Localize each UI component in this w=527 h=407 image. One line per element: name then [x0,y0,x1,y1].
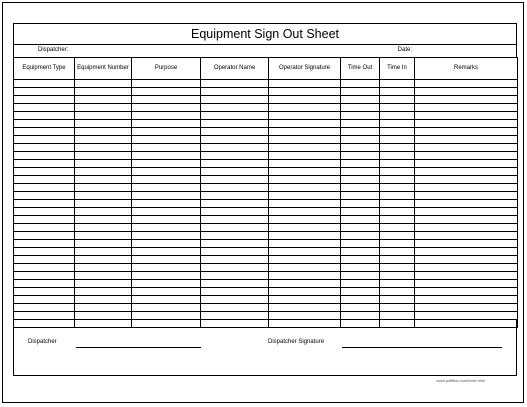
table-cell[interactable] [201,144,269,152]
table-row [14,288,518,296]
table-cell[interactable] [75,232,132,240]
table-cell[interactable] [380,264,415,272]
table-cell[interactable] [415,304,518,312]
table-header-row [14,58,518,80]
table-cell[interactable] [269,176,341,184]
table-cell[interactable] [380,112,415,120]
table-cell[interactable] [132,312,201,320]
table-cell[interactable] [415,88,518,96]
table-cell[interactable] [201,192,269,200]
col-remarks: Remarks [415,58,518,80]
table-cell[interactable] [341,248,380,256]
table-cell[interactable] [415,160,518,168]
table-cell[interactable] [14,112,75,120]
table-cell[interactable] [341,296,380,304]
table-row [14,112,518,120]
table-cell[interactable] [380,296,415,304]
table-cell[interactable] [14,264,75,272]
sign-out-sheet [2,2,524,403]
table-cell[interactable] [75,264,132,272]
table-cell[interactable] [380,304,415,312]
table-cell[interactable] [380,104,415,112]
table-cell[interactable] [14,216,75,224]
table-cell[interactable] [132,272,201,280]
table-cell[interactable] [380,216,415,224]
signature-footer [13,320,517,376]
table-cell[interactable] [415,272,518,280]
table-cell[interactable] [75,240,132,248]
table-cell[interactable] [14,192,75,200]
col-equipment-number: Equipment Number [75,58,132,80]
table-cell[interactable] [341,312,380,320]
table-cell[interactable] [132,208,201,216]
table-cell[interactable] [269,144,341,152]
table-cell[interactable] [341,272,380,280]
table-cell[interactable] [415,80,518,88]
table-cell[interactable] [201,120,269,128]
table-cell[interactable] [269,104,341,112]
table-cell[interactable] [415,208,518,216]
table-row [14,200,518,208]
table-cell[interactable] [14,168,75,176]
table-cell[interactable] [75,80,132,88]
table-row [14,224,518,232]
table-row [14,216,518,224]
table-cell[interactable] [269,112,341,120]
table-row [14,184,518,192]
table-cell[interactable] [75,288,132,296]
table-row [14,168,518,176]
table-cell[interactable] [269,264,341,272]
table-cell[interactable] [201,264,269,272]
table-cell[interactable] [132,136,201,144]
table-cell[interactable] [341,184,380,192]
table-cell[interactable] [415,280,518,288]
table-cell[interactable] [14,80,75,88]
table-cell[interactable] [269,232,341,240]
table-cell[interactable] [269,120,341,128]
table-cell[interactable] [132,192,201,200]
table-cell[interactable] [201,240,269,248]
table-cell[interactable] [75,128,132,136]
table-cell[interactable] [132,128,201,136]
table-cell[interactable] [132,96,201,104]
table-cell[interactable] [132,176,201,184]
table-cell[interactable] [380,232,415,240]
table-cell[interactable] [415,184,518,192]
table-cell[interactable] [415,136,518,144]
table-row [14,304,518,312]
table-cell[interactable] [269,280,341,288]
table-cell[interactable] [341,136,380,144]
table-cell[interactable] [201,288,269,296]
table-cell[interactable] [415,288,518,296]
table-cell[interactable] [132,120,201,128]
table-cell[interactable] [415,224,518,232]
table-cell[interactable] [75,200,132,208]
table-cell[interactable] [132,88,201,96]
table-cell[interactable] [14,88,75,96]
table-cell[interactable] [269,136,341,144]
table-cell[interactable] [380,288,415,296]
table-cell[interactable] [341,152,380,160]
table-cell[interactable] [201,280,269,288]
table-cell[interactable] [132,232,201,240]
credit-text: www.pdffiller.com/form.html [436,378,485,383]
table-cell[interactable] [269,160,341,168]
table-cell[interactable] [132,280,201,288]
table-cell[interactable] [201,232,269,240]
table-cell[interactable] [269,272,341,280]
table-cell[interactable] [132,104,201,112]
table-cell[interactable] [269,288,341,296]
table-cell[interactable] [269,312,341,320]
table-cell[interactable] [14,144,75,152]
table-cell[interactable] [75,88,132,96]
table-cell[interactable] [201,176,269,184]
table-body [14,80,518,328]
table-cell[interactable] [341,264,380,272]
table-cell[interactable] [75,136,132,144]
table-cell[interactable] [132,112,201,120]
table-cell[interactable] [14,288,75,296]
table-cell[interactable] [415,256,518,264]
table-cell[interactable] [14,272,75,280]
table-cell[interactable] [415,120,518,128]
table-cell[interactable] [269,208,341,216]
dispatcher-label: Dispatcher: [38,47,69,53]
table-cell[interactable] [341,160,380,168]
table-cell[interactable] [269,184,341,192]
table-cell[interactable] [201,272,269,280]
table-cell[interactable] [269,128,341,136]
col-purpose: Purpose [132,58,201,80]
dispatcher-name-line[interactable] [76,347,201,348]
table-cell[interactable] [201,216,269,224]
table-cell[interactable] [14,232,75,240]
footer-signature-label: Dispatcher Signature [268,339,325,345]
table-cell[interactable] [14,304,75,312]
table-cell[interactable] [14,208,75,216]
table-cell[interactable] [341,120,380,128]
table-row [14,104,518,112]
table-cell[interactable] [269,216,341,224]
table-cell[interactable] [14,280,75,288]
footer-dispatcher-label: Dispatcher [28,339,57,345]
table-cell[interactable] [75,112,132,120]
table-cell[interactable] [269,152,341,160]
table-cell[interactable] [75,192,132,200]
table-cell[interactable] [269,224,341,232]
table-row [14,136,518,144]
table-cell[interactable] [132,296,201,304]
table-cell[interactable] [341,232,380,240]
table-cell[interactable] [201,80,269,88]
table-cell[interactable] [380,88,415,96]
table-cell[interactable] [269,200,341,208]
table-row [14,192,518,200]
table-cell[interactable] [75,168,132,176]
table-cell[interactable] [380,80,415,88]
table-cell[interactable] [201,104,269,112]
table-cell[interactable] [269,304,341,312]
table-cell[interactable] [201,200,269,208]
table-cell[interactable] [341,208,380,216]
table-cell[interactable] [341,144,380,152]
table-cell[interactable] [380,144,415,152]
table-cell[interactable] [415,264,518,272]
table-cell[interactable] [269,88,341,96]
table-cell[interactable] [269,192,341,200]
table-cell[interactable] [201,208,269,216]
table-cell[interactable] [341,128,380,136]
table-cell[interactable] [75,152,132,160]
table-cell[interactable] [380,192,415,200]
table-cell[interactable] [341,304,380,312]
table-cell[interactable] [75,144,132,152]
table-cell[interactable] [380,312,415,320]
table-cell[interactable] [75,96,132,104]
date-label: Date: [397,47,412,53]
table-cell[interactable] [380,184,415,192]
table-cell[interactable] [415,240,518,248]
table-cell[interactable] [75,248,132,256]
col-time-out: Time Out [341,58,380,80]
col-equipment-type: Equipment Type [14,58,75,80]
table-cell[interactable] [380,96,415,104]
table-row [14,208,518,216]
table-cell[interactable] [380,152,415,160]
table-row [14,232,518,240]
table-row [14,256,518,264]
table-cell[interactable] [132,200,201,208]
sign-out-table [13,57,518,328]
table-cell[interactable] [14,256,75,264]
table-row [14,120,518,128]
table-cell[interactable] [75,256,132,264]
table-cell[interactable] [201,96,269,104]
table-cell[interactable] [415,144,518,152]
table-cell[interactable] [75,208,132,216]
table-cell[interactable] [132,224,201,232]
table-cell[interactable] [132,168,201,176]
table-cell[interactable] [132,264,201,272]
table-cell[interactable] [415,112,518,120]
table-cell[interactable] [132,240,201,248]
table-cell[interactable] [14,128,75,136]
table-cell[interactable] [341,104,380,112]
table-cell[interactable] [201,248,269,256]
table-cell[interactable] [415,128,518,136]
table-cell[interactable] [415,168,518,176]
table-cell[interactable] [380,248,415,256]
table-cell[interactable] [132,144,201,152]
table-cell[interactable] [201,128,269,136]
table-cell[interactable] [341,256,380,264]
table-cell[interactable] [14,184,75,192]
table-cell[interactable] [201,152,269,160]
table-cell[interactable] [415,216,518,224]
table-cell[interactable] [75,312,132,320]
table-cell[interactable] [14,176,75,184]
table-cell[interactable] [14,312,75,320]
table-row [14,88,518,96]
table-row [14,176,518,184]
table-cell[interactable] [201,304,269,312]
table-row [14,312,518,320]
meta-row [13,45,517,57]
table-cell[interactable] [132,184,201,192]
table-cell[interactable] [380,160,415,168]
table-cell[interactable] [269,80,341,88]
table-cell[interactable] [341,224,380,232]
table-cell[interactable] [201,160,269,168]
table-cell[interactable] [132,288,201,296]
table-cell[interactable] [132,80,201,88]
table-cell[interactable] [380,128,415,136]
table-cell[interactable] [269,296,341,304]
table-cell[interactable] [132,248,201,256]
table-cell[interactable] [14,104,75,112]
table-cell[interactable] [380,168,415,176]
table-cell[interactable] [75,176,132,184]
table-cell[interactable] [269,240,341,248]
table-cell[interactable] [269,248,341,256]
table-cell[interactable] [341,288,380,296]
table-cell[interactable] [75,184,132,192]
table-row [14,248,518,256]
table-row [14,128,518,136]
table-cell[interactable] [201,88,269,96]
table-row [14,160,518,168]
col-time-in: Time In [380,58,415,80]
table-cell[interactable] [380,200,415,208]
table-cell[interactable] [201,136,269,144]
table-cell[interactable] [75,120,132,128]
table-cell[interactable] [132,216,201,224]
table-row [14,296,518,304]
table-cell[interactable] [269,96,341,104]
table-cell[interactable] [201,184,269,192]
table-row [14,240,518,248]
table-cell[interactable] [75,160,132,168]
table-cell[interactable] [75,296,132,304]
table-cell[interactable] [14,296,75,304]
form-title: Equipment Sign Out Sheet [13,23,517,45]
table-cell[interactable] [132,160,201,168]
table-cell[interactable] [201,312,269,320]
table-cell[interactable] [380,176,415,184]
table-cell[interactable] [201,296,269,304]
table-cell[interactable] [75,304,132,312]
table-cell[interactable] [415,296,518,304]
table-cell[interactable] [269,256,341,264]
table-cell[interactable] [341,216,380,224]
table-cell[interactable] [415,248,518,256]
table-cell[interactable] [341,280,380,288]
table-cell[interactable] [201,168,269,176]
table-row [14,264,518,272]
table-cell[interactable] [201,256,269,264]
table-cell[interactable] [14,96,75,104]
table-cell[interactable] [415,232,518,240]
table-cell[interactable] [132,304,201,312]
table-cell[interactable] [415,152,518,160]
table-cell[interactable] [415,312,518,320]
table-cell[interactable] [341,168,380,176]
table-cell[interactable] [14,160,75,168]
table-cell[interactable] [380,120,415,128]
col-operator-signature: Operator Signature [269,58,341,80]
table-cell[interactable] [201,112,269,120]
table-cell[interactable] [380,224,415,232]
table-row [14,96,518,104]
table-row [14,144,518,152]
table-cell[interactable] [75,280,132,288]
table-cell[interactable] [75,272,132,280]
table-cell[interactable] [415,200,518,208]
table-cell[interactable] [380,272,415,280]
table-cell[interactable] [341,240,380,248]
table-cell[interactable] [380,240,415,248]
table-cell[interactable] [415,192,518,200]
table-row [14,152,518,160]
table-cell[interactable] [415,104,518,112]
table-cell[interactable] [380,136,415,144]
dispatcher-signature-line[interactable] [342,347,502,348]
table-cell[interactable] [14,152,75,160]
table-cell[interactable] [132,256,201,264]
table-row [14,272,518,280]
table-cell[interactable] [341,192,380,200]
table-cell[interactable] [341,112,380,120]
table-cell[interactable] [341,200,380,208]
table-cell[interactable] [14,240,75,248]
table-cell[interactable] [341,88,380,96]
table-cell[interactable] [132,152,201,160]
table-cell[interactable] [380,280,415,288]
table-cell[interactable] [341,176,380,184]
table-cell[interactable] [201,224,269,232]
table-cell[interactable] [341,96,380,104]
table-cell[interactable] [341,80,380,88]
table-cell[interactable] [14,224,75,232]
table-row [14,80,518,88]
table-cell[interactable] [14,120,75,128]
table-cell[interactable] [415,96,518,104]
table-row [14,280,518,288]
table-cell[interactable] [75,224,132,232]
table-cell[interactable] [14,248,75,256]
table-cell[interactable] [14,200,75,208]
col-operator-name: Operator Name [201,58,269,80]
table-cell[interactable] [75,216,132,224]
table-cell[interactable] [14,136,75,144]
table-cell[interactable] [75,104,132,112]
table-cell[interactable] [415,176,518,184]
table-cell[interactable] [269,168,341,176]
table-cell[interactable] [380,208,415,216]
table-cell[interactable] [380,256,415,264]
